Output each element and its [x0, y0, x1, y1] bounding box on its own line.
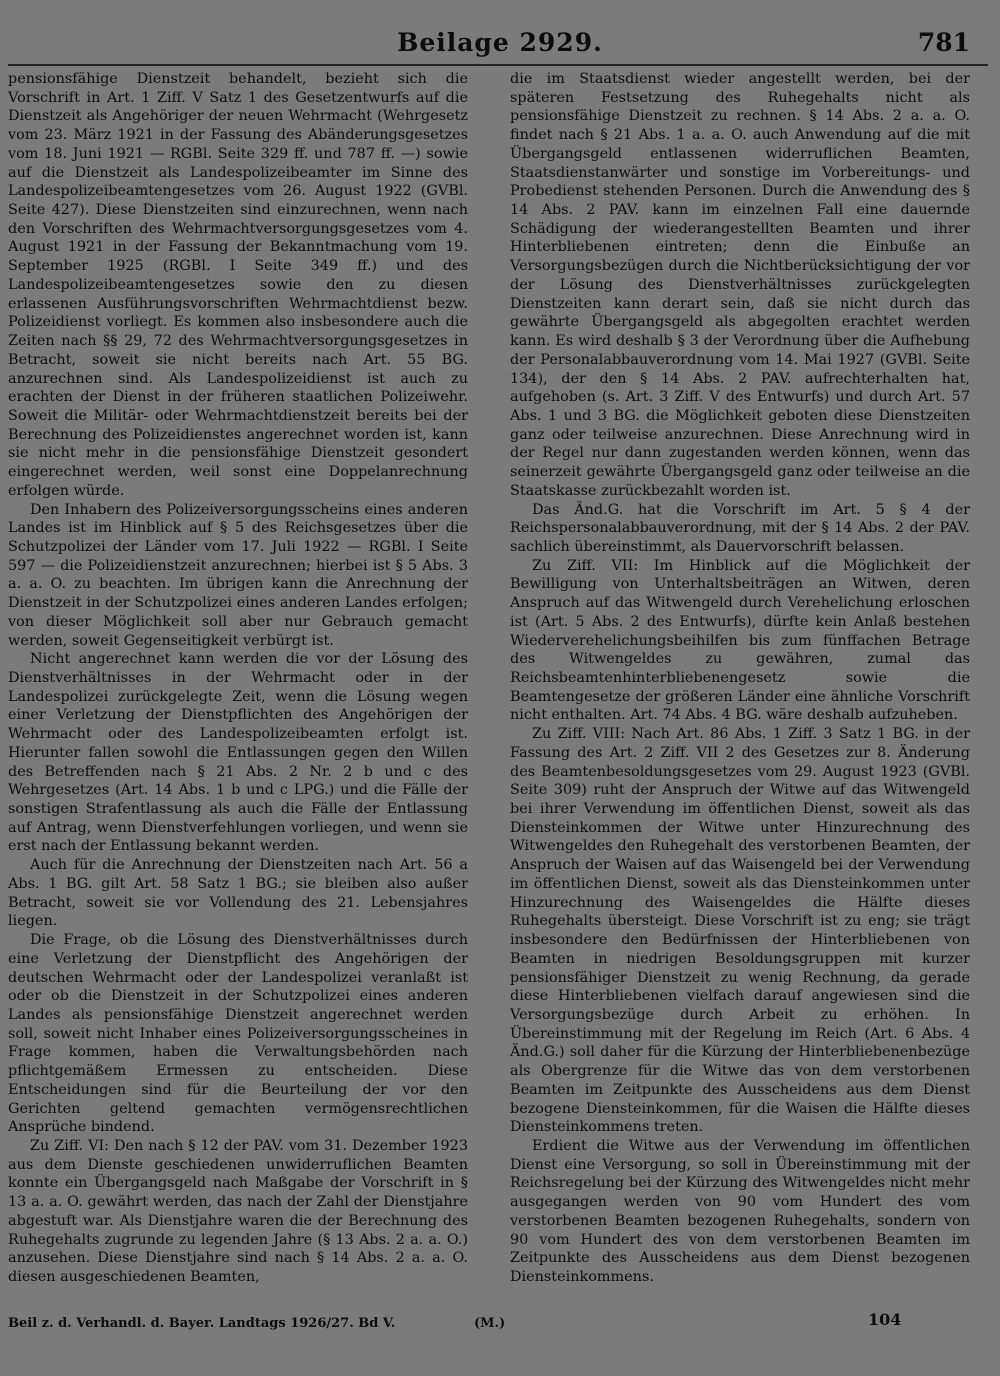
paragraph: pensionsfähige Dienstzeit behandelt, bezieht sich die Vorschrift in Art. 1 Ziff. V Satz 1 des Gesetzentwurfs auf die Dienstzeit als Angehöriger der neuen Wehrmacht (Wehrgesetz vom 23. März 1921 in der Fassung des Abänderungsgesetzes vom 18. Juni 1921 — RGBl. Seite 329 ff. und 787 ff. —) sowie auf die Dienstzeit als Landespolizeibeamter im Sinne des Landespolizeibeamtengesetzes vom 26. August 1922 (GVBl. Seite 427). Diese Dienstzeiten sind einzurechnen, wenn nach den Vorschriften des Wehrmachtversorgungsgesetzes vom 4. August 1921 in der Fassung der Bekanntmachung vom 19. September 1925 (RGBl. I Seite 349 ff.) und des Landespolizeibeamtengesetzes sowie den zu diesen erlassenen Ausführungsvorschriften Wehrmachtdienst bezw. Polizeidienst vorliegt. Es kommen also insbesondere auch die Zeiten nach §§ 29, 72 des Wehrmachtversorgungsgesetzes in Betracht, soweit sie nicht bereits nach Art. 55 BG. anzurechnen sind. Als Landespolizeidienst ist auch zu erachten der Dienst in der früheren staatlichen Polizeiwehr. Soweit die Militär- oder Wehrmachtdienstzeit bereits bei der Berechnung des Polizeidienstes angerechnet worden ist, kann sie nicht mehr in die pensionsfähige Dienstzeit gesondert eingerechnet werden, weil sonst eine Doppelanrechnung erfolgen würde. — [8, 71, 468, 499]
page-number: 781 — [917, 28, 970, 57]
page-title: Beilage 2929. — [397, 28, 603, 57]
paragraph: Zu Ziff. VI: Den nach § 12 der PAV. vom 31. Dezember 1923 aus dem Dienste geschiedenen unwiderruflichen Beamten konnte ein Übergangsgeld nach Maßgabe der Vorschrift in § 13 a. a. O. gewährt werden, das nach der Zahl der Dienstjahre abgestuft war. Als Dienstjahre waren die der Berechnung des Ruhegehalts zugrunde zu legenden Jahre (§ 13 Abs. 2 a. a. O.) anzusehen. Diese Dienstjahre sind nach § 14 Abs. 2 a. a. O. diesen ausgeschiedenen Beamten, — [8, 1137, 468, 1285]
paragraph: Zu Ziff. VIII: Nach Art. 86 Abs. 1 Ziff. 3 Satz 1 BG. in der Fassung des Art. 2 Ziff. VII 2 des Gesetzes zur 8. Änderung des Beamtenbesoldungsgesetzes vom 29. August 1923 (GVBl. Seite 309) ruht der Anspruch der Witwe auf das Witwengeld bei ihrer Verwendung im öffentlichen Dienst, soweit als das Diensteinkommen der Witwe unter Hinzurechnung des Witwengeldes den Ruhegehalt des verstorbenen Beamten, der Anspruch der Waisen auf das Waisengeld bei der Verwendung im öffentlichen Dienst, soweit als das Diensteinkommen unter Hinzurechnung des Waisengeldes die Hälfte dieses Ruhegehalts übersteigt. Diese Vorschrift ist zu eng; sie trägt insbesondere den Bedürfnissen der Hinterbliebenen von Beamten in niedrigen Besoldungsgruppen mit kurzer pensionsfähiger Dienstzeit zu wenig Rechnung, da gerade diese Hinterbliebenen vielfach darauf angewiesen sind die Versorgungsbezüge durch Arbeit zu erhöhen. In Übereinstimmung mit der Regelung im Reich (Art. 6 Abs. 4 Änd.G.) soll daher für die Kürzung der Hinterbliebenenbezüge als Obergrenze für die Witwe das von dem verstorbenen Beamten im Zeitpunkte des Ausscheidens aus dem Dienst bezogene Diensteinkommen, für die Waisen die Hälfte dieses Diensteinkommens treten. — [510, 726, 970, 1136]
paragraph: Zu Ziff. VII: Im Hinblick auf die Möglichkeit der Bewilligung von Unterhaltsbeiträgen an Witwen, deren Anspruch auf das Witwengeld durch Verehelichung erloschen ist (Art. 5 Abs. 2 des Entwurfs), dürfte kein Anlaß bestehen Wiederverehelichungsbeihilfen bis zum fünffachen Betrage des Witwengeldes zu gewähren, zumal das Reichsbeamtenhinterbliebenengesetz sowie die Beamtengesetze der größeren Länder eine ähnliche Vorschrift nicht enthalten. Art. 74 Abs. 4 BG. wäre deshalb aufzuheben. — [510, 557, 970, 724]
footer-mark: (M.) — [474, 1316, 506, 1331]
footer-source: Beil z. d. Verhandl. d. Bayer. Landtags 1926/27. Bd V. — [8, 1316, 396, 1331]
paragraph: Nicht angerechnet kann werden die vor der Lösung des Dienstverhältnisses in der Wehrmacht oder in der Landespolizei zurückgelegte Zeit, wenn die Lösung wegen einer Verletzung der Dienstpflichten des Angehörigen der Wehrmacht oder des Landespolizeibeamten erfolgt ist. Hierunter fallen sowohl die Entlassungen gegen den Willen des Betreffenden nach § 21 Abs. 2 Nr. 2 b und c des Wehrgesetzes (Art. 14 Abs. 1 b und c LPG.) und die Fälle der sonstigen Strafentlassung als auch die Fälle der Entlassung auf Antrag, wenn Dienstverfehlungen vorliegen, und wenn sie erst nach der Entlassung bekannt werden. — [8, 651, 468, 855]
paragraph: Den Inhabern des Polizeiversorgungsscheins eines anderen Landes ist im Hinblick auf § 5 des Reichsgesetzes über die Schutzpolizei der Länder vom 17. Juli 1922 — RGBl. I Seite 597 — die Polizeidienstzeit anzurechnen; hierbei ist § 5 Abs. 3 a. a. O. zu beachten. Im übrigen kann die Anrechnung der Dienstzeit in der Schutzpolizei eines anderen Landes erfolgen; von dieser Möglichkeit soll aber nur Gebrauch gemacht werden, soweit Gegenseitigkeit verbürgt ist. — [8, 501, 468, 649]
page-footer — [0, 1310, 1000, 1366]
paragraph: die im Staatsdienst wieder angestellt werden, bei der späteren Festsetzung des Ruhegehalts nicht als pensionsfähige Dienstzeit zu rechnen. § 14 Abs. 2 a. a. O. findet nach § 21 Abs. 1 a. a. O. auch Anwendung auf die mit Übergangsgeld entlassenen widerruflichen Beamten, Staatsdienstanwärter und sonstige im Vorbereitungs- und Probedienst stehenden Personen. Durch die Anwendung des § 14 Abs. 2 PAV. kann im einzelnen Fall eine dauernde Schädigung der wiederangestellten Beamten und ihrer Hinterbliebenen eintreten; denn die Einbuße an Versorgungsbezügen durch die Nichtberücksichtigung der vor der Lösung des Dienstverhältnisses zurückgelegten Dienstzeiten kann derart sein, daß sie nicht durch das gewährte Übergangsgeld als abgegolten erachtet werden kann. Es wird deshalb § 3 der Verordnung über die Aufhebung der Personalabbauverordnung vom 14. Mai 1927 (GVBl. Seite 134), der den § 14 Abs. 2 PAV. aufrechterhalten hat, aufgehoben (s. Art. 3 Ziff. V des Entwurfs) und durch Art. 57 Abs. 1 und 3 BG. die Möglichkeit geboten diese Dienstzeiten ganz oder teilweise anzurechnen. Diese Anrechnung wird in der Regel nur dann zugestanden werden können, wenn das seinerzeit gewährte Übergangsgeld ganz oder teilweise an die Staatskasse zurückbezahlt worden ist. — [510, 71, 970, 499]
paragraph: Erdient die Witwe aus der Verwendung im öffentlichen Dienst eine Versorgung, so soll in Übereinstimmung mit der Reichsregelung bei der Kürzung des Witwengeldes nicht mehr ausgegangen werden von 90 vom Hundert des vom verstorbenen Beamten bezogenen Ruhegehalts, sondern von 90 vom Hundert des von dem verstorbenen Beamten im Zeitpunkte des Ausscheidens aus dem Dienst bezogenen Diensteinkommens. — [510, 1137, 970, 1285]
left-column — [8, 70, 468, 1287]
footer-sheet-number: 104 — [868, 1310, 902, 1329]
right-column — [510, 70, 970, 1287]
paragraph: Auch für die Anrechnung der Dienstzeiten nach Art. 56 a Abs. 1 BG. gilt Art. 58 Satz 1 BG.; sie bleiben also außer Betracht, soweit sie vor Vollendung des 21. Lebensjahres liegen. — [8, 857, 468, 930]
paragraph: Das Änd.G. hat die Vorschrift im Art. 5 § 4 der Reichspersonalabbauverordnung, mit der § 14 Abs. 2 der PAV. sachlich übereinstimmt, als Dauervorschrift belassen. — [510, 501, 970, 555]
paragraph: Die Frage, ob die Lösung des Dienstverhältnisses durch eine Verletzung der Dienstpflicht des Angehörigen der deutschen Wehrmacht oder der Landespolizei veranlaßt ist oder ob die Dienstzeit in der Schutzpolizei eines anderen Landes als pensionsfähige Dienstzeit angerechnet werden soll, soweit nicht Inhaber eines Polizeiversorgungsscheines in Frage kommen, haben die Verwaltungsbehörden nach pflichtgemäßem Ermessen zu entscheiden. Diese Entscheidungen sind für die Beurteilung der vor den Gerichten geltend gemachten vermögensrechtlichen Ansprüche bindend. — [8, 932, 468, 1136]
page-header — [0, 24, 1000, 64]
header-rule — [8, 64, 988, 66]
